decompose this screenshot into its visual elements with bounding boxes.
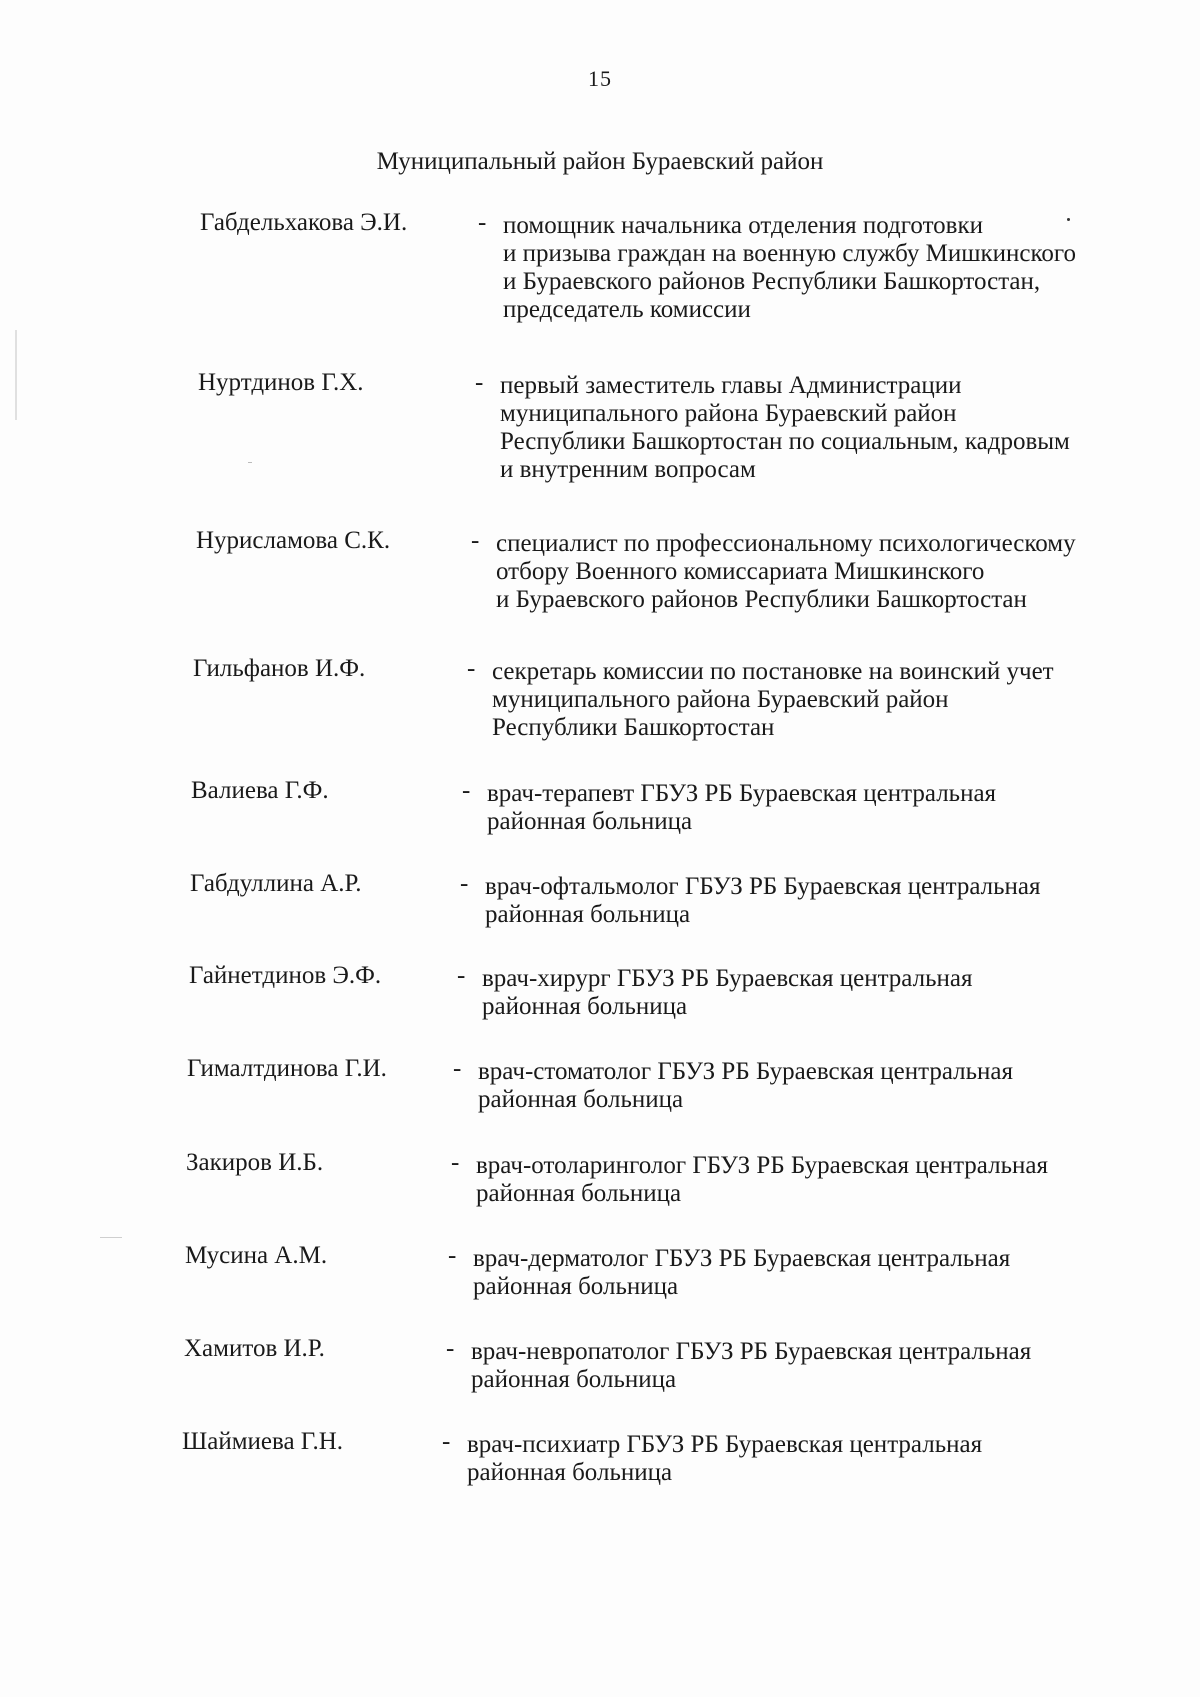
dash-separator: - [478,209,487,236]
member-role: секретарь комиссии по постановке на воинский учет муниципального района Бураевский район Республики Башкортостан [492,658,1054,741]
member-name: Габдуллина А.Р. [190,870,362,897]
dash-separator: - [453,1055,462,1082]
member-name: Гайнетдинов Э.Ф. [189,962,382,989]
dash-separator: - [467,655,476,682]
member-role: врач-отоларинголог ГБУЗ РБ Бураевская центральная районная больница [476,1152,1048,1207]
member-role: врач-офтальмолог ГБУЗ РБ Бураевская центральная районная больница [485,873,1041,928]
member-name: Закиров И.Б. [186,1149,324,1176]
member-name: Хамитов И.Р. [184,1335,325,1362]
member-name: Гималтдинова Г.И. [187,1055,387,1082]
dash-separator: - [451,1149,460,1176]
member-role: врач-психиатр ГБУЗ РБ Бураевская центральная районная больница [467,1431,983,1486]
scan-artifact [100,1237,122,1238]
member-name: Шаймиева Г.Н. [182,1428,343,1455]
member-role: врач-стоматолог ГБУЗ РБ Бураевская центральная районная больница [478,1058,1013,1113]
member-role: врач-терапевт ГБУЗ РБ Бураевская центральная районная больница [487,780,997,835]
member-role: специалист по профессиональному психологическому отбору Военного комиссариата Мишкинского и Бураевского районов Республики Башкортостан [496,530,1076,613]
member-role: врач-дерматолог ГБУЗ РБ Бураевская центральная районная больница [473,1245,1011,1300]
dash-separator: - [462,777,471,804]
dash-separator: - [460,870,469,897]
dash-separator: - [448,1242,457,1269]
member-name: Нуртдинов Г.Х. [198,369,364,396]
member-name: Гильфанов И.Ф. [193,655,366,682]
member-role: врач-хирург ГБУЗ РБ Бураевская центральная районная больница [482,965,973,1020]
section-heading: Муниципальный район Бураевский район [376,148,824,175]
scan-artifact [1067,218,1070,221]
dash-separator: - [442,1428,451,1455]
dash-separator: - [446,1335,455,1362]
dash-separator: - [471,527,480,554]
member-role: врач-невропатолог ГБУЗ РБ Бураевская центральная районная больница [471,1338,1032,1393]
member-name: Нурисламова С.К. [196,527,391,554]
member-role: первый заместитель главы Администрации муниципального района Бураевский район Республики Башкортостан по социальным, кадровым и внутренним вопросам [500,372,1070,483]
dash-separator: - [475,369,484,396]
page-number: 15 [588,66,612,91]
member-name: Мусина А.М. [185,1242,328,1269]
member-name: Валиева Г.Ф. [191,777,329,804]
scan-artifact [15,330,17,420]
member-role: помощник начальника отделения подготовки и призыва граждан на военную службу Мишкинского и Бураевского районов Республики Башкортостан, председатель комиссии [503,212,1076,323]
member-name: Габдельхакова Э.И. [200,209,408,236]
scan-artifact [248,462,252,463]
dash-separator: - [457,962,466,989]
